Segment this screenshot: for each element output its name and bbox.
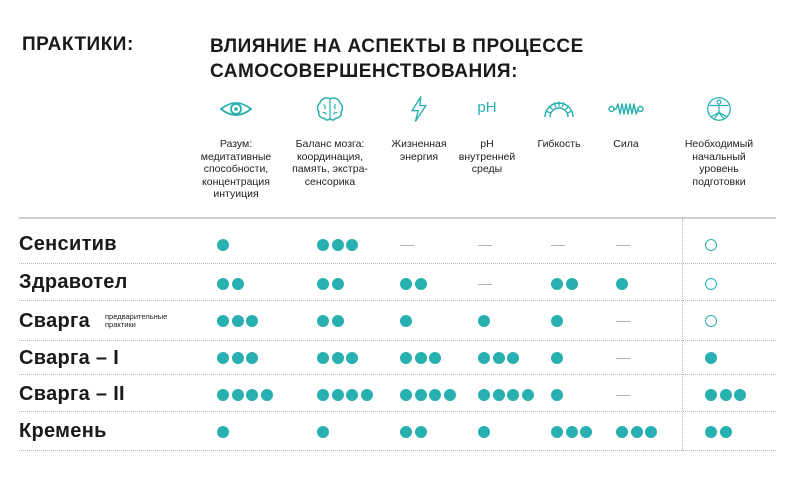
rating-cell	[551, 425, 595, 439]
rating-dot	[400, 278, 412, 290]
rating-cell	[478, 351, 522, 365]
rating-cell	[551, 388, 566, 402]
column-flexibility	[537, 96, 581, 150]
rating-dot	[361, 389, 373, 401]
empty-level-circle	[705, 278, 717, 290]
rating-dot	[346, 352, 358, 364]
rating-cell	[705, 277, 720, 291]
row-divider	[19, 450, 776, 451]
rating-cell	[400, 277, 429, 291]
rating-dot	[705, 389, 717, 401]
rating-dot	[317, 278, 329, 290]
rating-dot	[317, 426, 329, 438]
rating-dot	[317, 389, 329, 401]
rating-dot	[566, 426, 578, 438]
not-applicable-dash	[616, 245, 630, 246]
rating-dot	[522, 389, 534, 401]
rating-cell	[217, 238, 232, 252]
rating-dot	[415, 278, 427, 290]
rating-cell	[705, 425, 734, 439]
rating-cell	[551, 277, 580, 291]
rating-dot	[705, 352, 717, 364]
rating-dot	[616, 426, 628, 438]
rating-dot	[444, 389, 456, 401]
rating-cell	[317, 277, 346, 291]
rating-cell	[217, 425, 232, 439]
aspects-heading-line2: САМОСОВЕРШЕНСТВОВАНИЯ:	[210, 61, 518, 82]
not-applicable-dash	[400, 245, 414, 246]
column-mind	[200, 96, 272, 200]
column-label-energy: Жизненная энергия	[391, 138, 447, 163]
row-label-svarga-2: Сварга – II	[19, 383, 125, 405]
rating-dot	[493, 352, 505, 364]
column-label-strength: Сила	[613, 138, 639, 150]
rating-dot	[580, 426, 592, 438]
rating-cell	[551, 351, 566, 365]
practices-heading: ПРАКТИКИ:	[22, 34, 134, 55]
row-label-kremen: Кремень	[19, 420, 107, 442]
rating-cell	[616, 314, 630, 328]
rating-dot	[415, 426, 427, 438]
rating-dot	[217, 352, 229, 364]
rating-cell	[705, 238, 720, 252]
row-divider	[19, 340, 776, 341]
rating-cell	[705, 388, 749, 402]
column-divider	[682, 219, 683, 451]
rating-dot	[217, 389, 229, 401]
rating-dot	[478, 426, 490, 438]
rating-dot	[317, 239, 329, 251]
rating-dot	[217, 426, 229, 438]
row-divider	[19, 411, 776, 412]
rating-dot	[332, 352, 344, 364]
rating-cell	[478, 277, 492, 291]
not-applicable-dash	[551, 245, 565, 246]
row-divider	[19, 300, 776, 301]
column-label-brain: Баланс мозга: координация, память, экстра- сенсорика	[292, 138, 368, 188]
aspects-heading	[210, 34, 690, 84]
not-applicable-dash	[478, 284, 492, 285]
rating-dot	[317, 352, 329, 364]
rating-cell	[400, 425, 429, 439]
rating-cell	[400, 314, 415, 328]
rating-cell	[551, 238, 565, 252]
rating-dot	[346, 389, 358, 401]
rating-dot	[217, 278, 229, 290]
rating-dot	[246, 389, 258, 401]
row-note-preliminary: предварительные практики	[105, 312, 168, 329]
column-label-level: Необходимый начальный уровень подготовки	[684, 138, 754, 188]
not-applicable-dash	[616, 358, 630, 359]
rating-cell	[705, 351, 720, 365]
rainbow-spring-icon	[542, 96, 576, 122]
row-label-sensitiv: Сенситив	[19, 233, 117, 255]
rating-cell	[400, 238, 414, 252]
rating-dot	[645, 426, 657, 438]
rating-cell	[217, 351, 261, 365]
column-label-flexibility: Гибкость	[537, 138, 581, 150]
row-label-svarga-1: Сварга – I	[19, 347, 120, 369]
rating-dot	[429, 389, 441, 401]
row-divider	[19, 263, 776, 264]
rating-dot	[551, 426, 563, 438]
rating-dot	[720, 389, 732, 401]
rating-dot	[551, 278, 563, 290]
rating-dot	[400, 426, 412, 438]
rating-cell	[317, 425, 332, 439]
rating-dot	[232, 352, 244, 364]
not-applicable-dash	[478, 245, 492, 246]
rating-dot	[232, 315, 244, 327]
rating-dot	[551, 315, 563, 327]
rating-dot	[217, 239, 229, 251]
rating-dot	[507, 352, 519, 364]
rating-dot	[232, 278, 244, 290]
rating-cell	[400, 351, 444, 365]
rating-dot	[346, 239, 358, 251]
rating-dot	[507, 389, 519, 401]
rating-dot	[317, 315, 329, 327]
rating-cell	[478, 388, 536, 402]
rating-cell	[478, 425, 493, 439]
rating-cell	[705, 314, 720, 328]
rating-dot	[332, 389, 344, 401]
rating-cell	[217, 314, 261, 328]
rating-dot	[261, 389, 273, 401]
rating-cell	[616, 425, 660, 439]
spring-icon	[608, 96, 644, 122]
empty-level-circle	[705, 239, 717, 251]
rating-dot	[400, 389, 412, 401]
rating-dot	[217, 315, 229, 327]
column-label-mind: Разум: медитативные способности, концентрация интуиция	[200, 138, 272, 200]
rating-dot	[332, 239, 344, 251]
rating-dot	[551, 389, 563, 401]
brain-icon	[315, 96, 345, 122]
column-energy	[391, 96, 447, 163]
rating-dot	[400, 352, 412, 364]
rating-dot	[478, 389, 490, 401]
rating-dot	[429, 352, 441, 364]
rating-cell	[400, 388, 458, 402]
rating-cell	[478, 314, 493, 328]
rating-dot	[705, 426, 717, 438]
rating-dot	[415, 352, 427, 364]
ph-icon: pH	[477, 99, 497, 116]
rating-cell	[317, 238, 361, 252]
lightning-icon	[407, 96, 431, 122]
vitruvian-man-icon	[704, 96, 734, 122]
row-divider	[19, 374, 776, 375]
not-applicable-dash	[616, 321, 630, 322]
column-level	[684, 96, 754, 188]
column-label-ph: pH внутренней среды	[458, 138, 516, 175]
rating-dot	[551, 352, 563, 364]
rating-dot	[478, 352, 490, 364]
eye-icon	[219, 96, 253, 122]
rating-cell	[217, 388, 275, 402]
rating-dot	[415, 389, 427, 401]
rating-cell	[217, 277, 246, 291]
rating-cell	[551, 314, 566, 328]
rating-dot	[720, 426, 732, 438]
column-ph	[458, 96, 516, 175]
rating-dot	[332, 315, 344, 327]
rating-dot	[400, 315, 412, 327]
rating-dot	[478, 315, 490, 327]
rating-cell	[616, 238, 630, 252]
rating-cell	[616, 351, 630, 365]
rating-cell	[616, 388, 630, 402]
rating-cell	[478, 238, 492, 252]
rating-cell	[616, 277, 631, 291]
rating-dot	[566, 278, 578, 290]
rating-cell	[317, 351, 361, 365]
header-divider	[19, 217, 776, 219]
rating-dot	[332, 278, 344, 290]
rating-dot	[734, 389, 746, 401]
aspects-heading-line1: ВЛИЯНИЕ НА АСПЕКТЫ В ПРОЦЕССЕ	[210, 36, 584, 57]
column-strength	[606, 96, 646, 150]
rating-dot	[246, 315, 258, 327]
rating-dot	[493, 389, 505, 401]
row-label-zdravotel: Здравотел	[19, 271, 128, 293]
rating-cell	[317, 314, 346, 328]
rating-dot	[631, 426, 643, 438]
not-applicable-dash	[616, 395, 630, 396]
row-label-svarga: Сварга	[19, 310, 91, 332]
rating-dot	[616, 278, 628, 290]
rating-dot	[246, 352, 258, 364]
rating-cell	[317, 388, 375, 402]
column-brain	[292, 96, 368, 188]
rating-dot	[232, 389, 244, 401]
empty-level-circle	[705, 315, 717, 327]
